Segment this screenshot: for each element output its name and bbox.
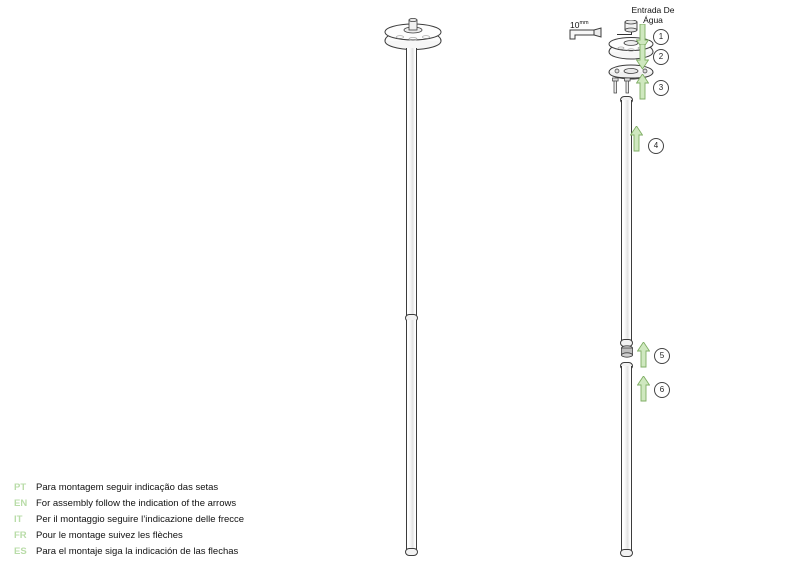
legend-row	[14, 482, 344, 498]
legend-instruction-text: Pour le montage suivez les flèches	[36, 530, 183, 541]
legend-language-code: FR	[14, 530, 27, 541]
legend-row	[14, 546, 344, 562]
legend-language-code: ES	[14, 546, 27, 557]
step-number-6: 6	[654, 382, 670, 398]
upper-pipe-assembled	[406, 48, 417, 318]
wrench-icon	[568, 26, 604, 42]
legend-row	[14, 498, 344, 514]
legend-instruction-text: For assembly follow the indication of the arrows	[36, 498, 237, 509]
wrench-size-value: 10	[570, 20, 580, 30]
legend-language-code: EN	[14, 498, 28, 509]
step-number-3: 3	[653, 80, 669, 96]
legend-row	[14, 530, 344, 546]
arrow-up-step-6	[637, 376, 650, 402]
arrow-up-step-4	[630, 126, 643, 152]
arrow-down-step-2	[636, 44, 649, 70]
wrench-size-unit: mm	[579, 20, 589, 27]
legend-instruction-text: Per il montaggio seguire l’indicazione delle frecce	[36, 514, 245, 525]
legend-language-code: IT	[14, 514, 23, 525]
pipe-bottom-cap-assembled	[405, 548, 418, 556]
step-number-1: 1	[653, 29, 669, 45]
legend	[14, 482, 344, 562]
legend-row	[14, 514, 344, 530]
mounting-flange-part	[601, 58, 661, 96]
step-number-2: 2	[653, 49, 669, 65]
step-number-5: 5	[654, 348, 670, 364]
legend-instruction-text: Para montagem seguir indicação das setas	[36, 482, 219, 493]
arrow-up-step-5	[637, 342, 650, 368]
step-number-4: 4	[648, 138, 664, 154]
legend-instruction-text: Para el montaje siga la indicación de las flechas	[36, 546, 239, 557]
lower-pipe-part	[621, 366, 632, 554]
shower-head-part	[603, 22, 659, 62]
lower-pipe-bottom-cap	[620, 549, 633, 557]
water-inlet-label-line1: Entrada De	[631, 5, 675, 15]
legend-language-code: PT	[14, 482, 27, 493]
arrow-up-step-3	[636, 74, 649, 100]
water-inlet-label-line2: Água	[643, 15, 663, 25]
coupling-ring-part	[617, 344, 637, 362]
lower-pipe-assembled	[406, 320, 417, 552]
